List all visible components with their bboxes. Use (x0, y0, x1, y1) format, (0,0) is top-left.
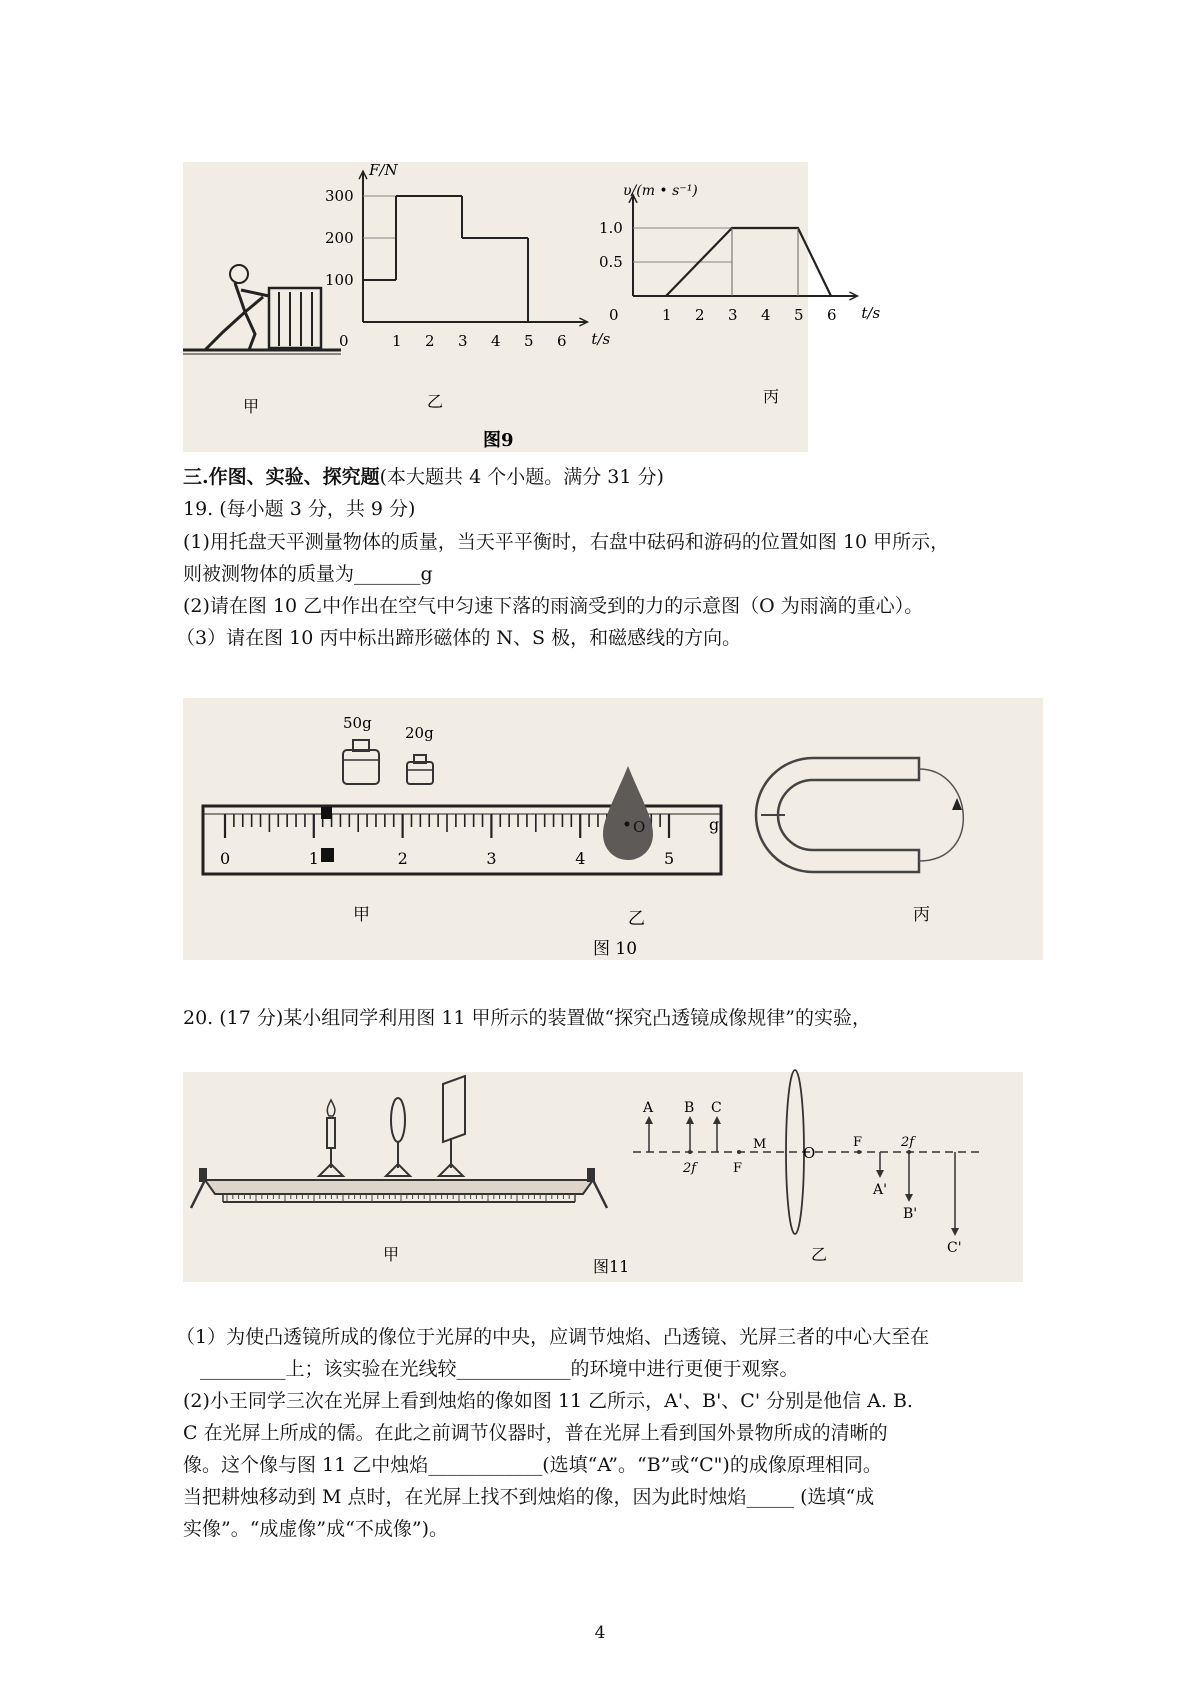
v-chart-x-tick: 0 (609, 306, 619, 324)
v-chart-y-tick: 0.5 (599, 253, 623, 271)
section-3-title: 三.作图、实验、探究题 (183, 466, 380, 488)
figure-11-svg (183, 1072, 1023, 1282)
force-time-chart (325, 161, 610, 350)
rider-lower-marker (321, 848, 334, 862)
weight-20g-label: 20g (405, 724, 434, 742)
v-chart-y-tick: 1.0 (599, 219, 623, 237)
f-chart-x-tick: 5 (524, 332, 534, 350)
v-chart-x-tick: 2 (695, 306, 705, 324)
point-C-label: C (711, 1100, 722, 1116)
point-F-right-label: F (853, 1135, 863, 1150)
fig10-label-bing: 丙 (913, 905, 930, 925)
weight-20g-icon (407, 762, 433, 784)
image-C-label: C' (947, 1240, 962, 1256)
q20-part1-line2: _________上；该实验在光线较____________的环境中进行更便于观察。 (200, 1358, 799, 1380)
q19-part1-line2: 则被测物体的质量为_______g (183, 563, 433, 585)
q20-part1-line1: （1）为使凸透镜所成的像位于光屏的中央，应调节烛焰、凸透镜、光屏三者的中心大至在 (176, 1326, 930, 1348)
figure-10-svg (183, 698, 1043, 960)
f-chart-ylabel: F/N (369, 161, 398, 180)
f-chart-xlabel: t/s (591, 330, 611, 348)
fig10-label-jia: 甲 (353, 905, 370, 925)
f-chart-x-tick: 4 (491, 332, 501, 350)
fig9-label-jia: 甲 (243, 397, 260, 416)
optical-bench (191, 1168, 607, 1208)
candle-on-bench (319, 1100, 343, 1176)
v-chart-x-tick: 1 (662, 306, 672, 324)
ruler-tick-label: 5 (664, 849, 675, 868)
f-chart-x-tick: 1 (392, 332, 402, 350)
f-chart-x-tick: 2 (425, 332, 435, 350)
point-O-label: O (803, 1144, 816, 1162)
q20-part2-line2: C 在光屏上所成的儒。在此之前调节仪器时，普在光屏上看到国外景物所成的清晰的 (183, 1422, 888, 1444)
q19-part3: （3）请在图 10 丙中标出蹄形磁体的 N、S 极，和磁感线的方向。 (176, 627, 742, 649)
light-screen-on-bench (439, 1076, 465, 1176)
q19-head: 19. (每小题 3 分，共 9 分) (183, 498, 416, 520)
q20-part2-line5: 实像”。“成虚像”成“不成像”)。 (183, 1518, 448, 1540)
page-number: 4 (594, 1623, 606, 1643)
f-chart-x-tick: 6 (557, 332, 567, 350)
person-pushing-crate-illustration (183, 265, 341, 354)
weight-50g-label: 50g (343, 714, 372, 732)
point-F-left-label: F (733, 1161, 743, 1176)
ruler-tick-label: 4 (575, 849, 586, 868)
v-chart-x-tick: 5 (794, 306, 804, 324)
point-M-label: M (753, 1137, 767, 1152)
ruler-unit: g (709, 815, 720, 834)
v-chart-xlabel: t/s (861, 304, 881, 322)
figure-9-svg (183, 161, 881, 452)
f-chart-y-tick: 300 (325, 187, 354, 205)
fig9-label-bing: 丙 (763, 387, 780, 406)
q19-part1-line1: (1)用托盘天平测量物体的质量，当天平平衡时，右盘中砝码和游码的位置如图 10 甲所示， (183, 531, 950, 553)
fig9-label-yi: 乙 (427, 392, 444, 411)
fig9-caption: 图9 (483, 430, 514, 451)
point-A-label: A (643, 1100, 654, 1116)
figure-11 (183, 1072, 1023, 1282)
ruler-tick-label: 0 (220, 849, 231, 868)
fig11-label-yi: 乙 (811, 1245, 828, 1264)
magnetic-field-line (919, 769, 963, 861)
q20-part2-line4: 当把耕烛移动到 M 点时，在光屏上找不到烛焰的像，因为此时烛焰_____ (选填“成 (183, 1486, 875, 1508)
velocity-time-chart (599, 183, 880, 324)
q20-head: 20. (17 分)某小组同学利用图 11 甲所示的装置做“探究凸透镜成像规律”的实验， (183, 1007, 871, 1029)
ruler-tick-label: 1 (308, 849, 319, 868)
v-chart-x-tick: 3 (728, 306, 738, 324)
section-3-note: (本大题共 4 个小题。满分 31 分) (379, 466, 664, 488)
image-A-label: A' (873, 1182, 887, 1198)
ruler-tick-label: 2 (397, 849, 408, 868)
q19-part2: (2)请在图 10 乙中作出在空气中匀速下落的雨滴受到的力的示意图（O 为雨滴的重心）。 (183, 595, 924, 617)
f-chart-x-tick: 3 (458, 332, 468, 350)
fig10-label-yi: 乙 (628, 909, 645, 929)
figure-10 (183, 698, 1043, 960)
raindrop-center-label: O (633, 818, 646, 836)
fig11-caption: 图11 (593, 1257, 630, 1276)
q20-part2-line3: 像。这个像与图 11 乙中烛焰____________(选填“A”。“B”或“C")的成像原理相同。 (183, 1454, 882, 1476)
point-2f-right-label: 2f (901, 1135, 915, 1150)
point-2f-left-label: 2f (683, 1161, 697, 1176)
q20-part2-line1: (2)小王同学三次在光屏上看到烛焰的像如图 11 乙所示，A'、B'、C' 分别是他信 A. B. (183, 1390, 913, 1412)
raindrop-shape (603, 766, 653, 860)
image-B-label: B' (903, 1206, 918, 1222)
v-chart-x-tick: 4 (761, 306, 771, 324)
v-chart-ylabel: υ/(m • s⁻¹) (623, 182, 698, 199)
point-B-label: B (684, 1100, 695, 1116)
ruler-tick-label: 3 (486, 849, 497, 868)
rider-upper-marker (321, 807, 332, 819)
f-chart-y-tick: 100 (325, 271, 354, 289)
weight-50g-icon (343, 750, 379, 784)
figure-9 (183, 161, 881, 452)
f-chart-y-tick: 200 (325, 229, 354, 247)
section-3-heading (183, 465, 664, 489)
convex-lens-on-bench (386, 1098, 410, 1176)
f-chart-x-tick: 0 (339, 332, 349, 350)
fig10-caption: 图 10 (593, 939, 638, 959)
horseshoe-magnet (756, 758, 963, 872)
v-chart-x-tick: 6 (827, 306, 837, 324)
fig11-label-jia: 甲 (383, 1245, 400, 1264)
